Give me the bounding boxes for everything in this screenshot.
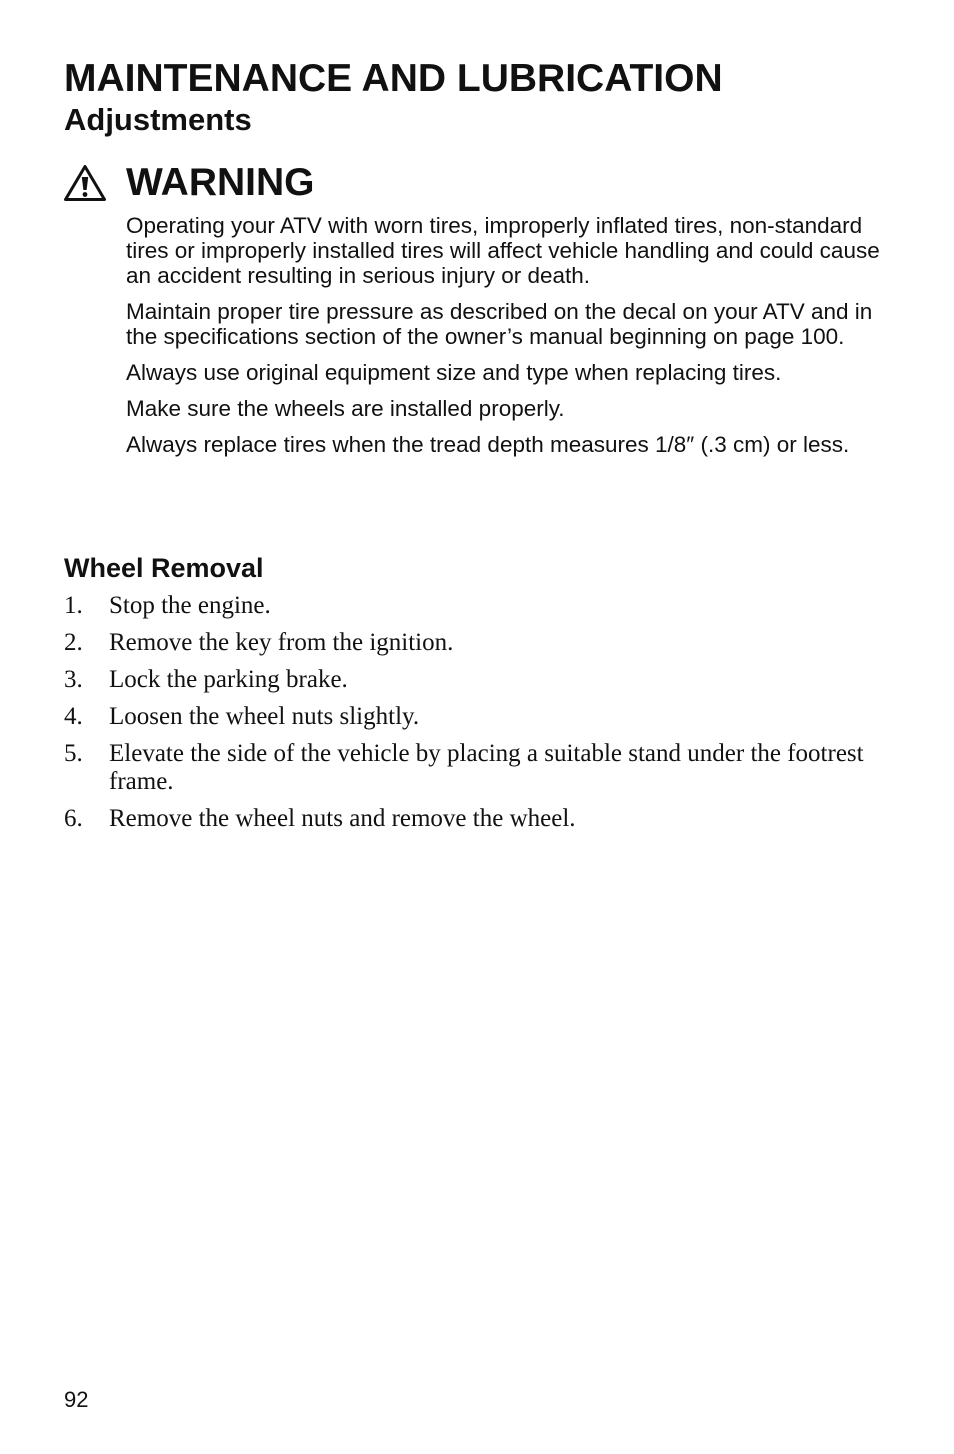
list-item — [64, 592, 884, 620]
list-item — [64, 805, 884, 833]
step-number: 2. — [64, 629, 83, 656]
list-item — [64, 740, 884, 796]
step-number: 6. — [64, 805, 83, 832]
warning-body — [126, 213, 886, 468]
warning-triangle-icon — [64, 165, 106, 201]
step-text: Remove the wheel nuts and remove the wheel. — [109, 805, 576, 832]
warning-paragraph: Operating your ATV with worn tires, improperly inflated tires, non-standard tires or improperly installed tires will affect vehicle handling and could cause an accident resulting in serious injury or death. — [126, 213, 880, 288]
list-item — [64, 629, 884, 657]
step-number: 5. — [64, 740, 83, 767]
wheel-removal-steps — [64, 592, 884, 842]
warning-paragraph: Make sure the wheels are installed properly. — [126, 396, 565, 421]
step-text: Stop the engine. — [109, 592, 271, 619]
step-text: Elevate the side of the vehicle by placing a suitable stand under the footrest frame. — [109, 740, 864, 795]
step-number: 1. — [64, 592, 83, 619]
warning-title: WARNING — [126, 161, 315, 204]
wheel-removal-heading: Wheel Removal — [64, 553, 264, 583]
page-number: 92 — [64, 1387, 89, 1412]
step-number: 4. — [64, 703, 83, 730]
subsection-title: Adjustments — [64, 102, 252, 137]
warning-paragraph: Always use original equipment size and type when replacing tires. — [126, 360, 782, 385]
step-text: Lock the parking brake. — [109, 666, 348, 693]
warning-paragraph: Maintain proper tire pressure as described on the decal on your ATV and in the specifications section of the owner’s manual beginning on page 100. — [126, 299, 873, 349]
section-title: MAINTENANCE AND LUBRICATION — [64, 57, 723, 100]
step-text: Remove the key from the ignition. — [109, 629, 454, 656]
step-text: Loosen the wheel nuts slightly. — [109, 703, 420, 730]
warning-header — [64, 157, 315, 209]
list-item — [64, 703, 884, 731]
warning-paragraph: Always replace tires when the tread depth measures 1/8″ (.3 cm) or less. — [126, 432, 850, 457]
step-number: 3. — [64, 666, 83, 693]
list-item — [64, 666, 884, 694]
